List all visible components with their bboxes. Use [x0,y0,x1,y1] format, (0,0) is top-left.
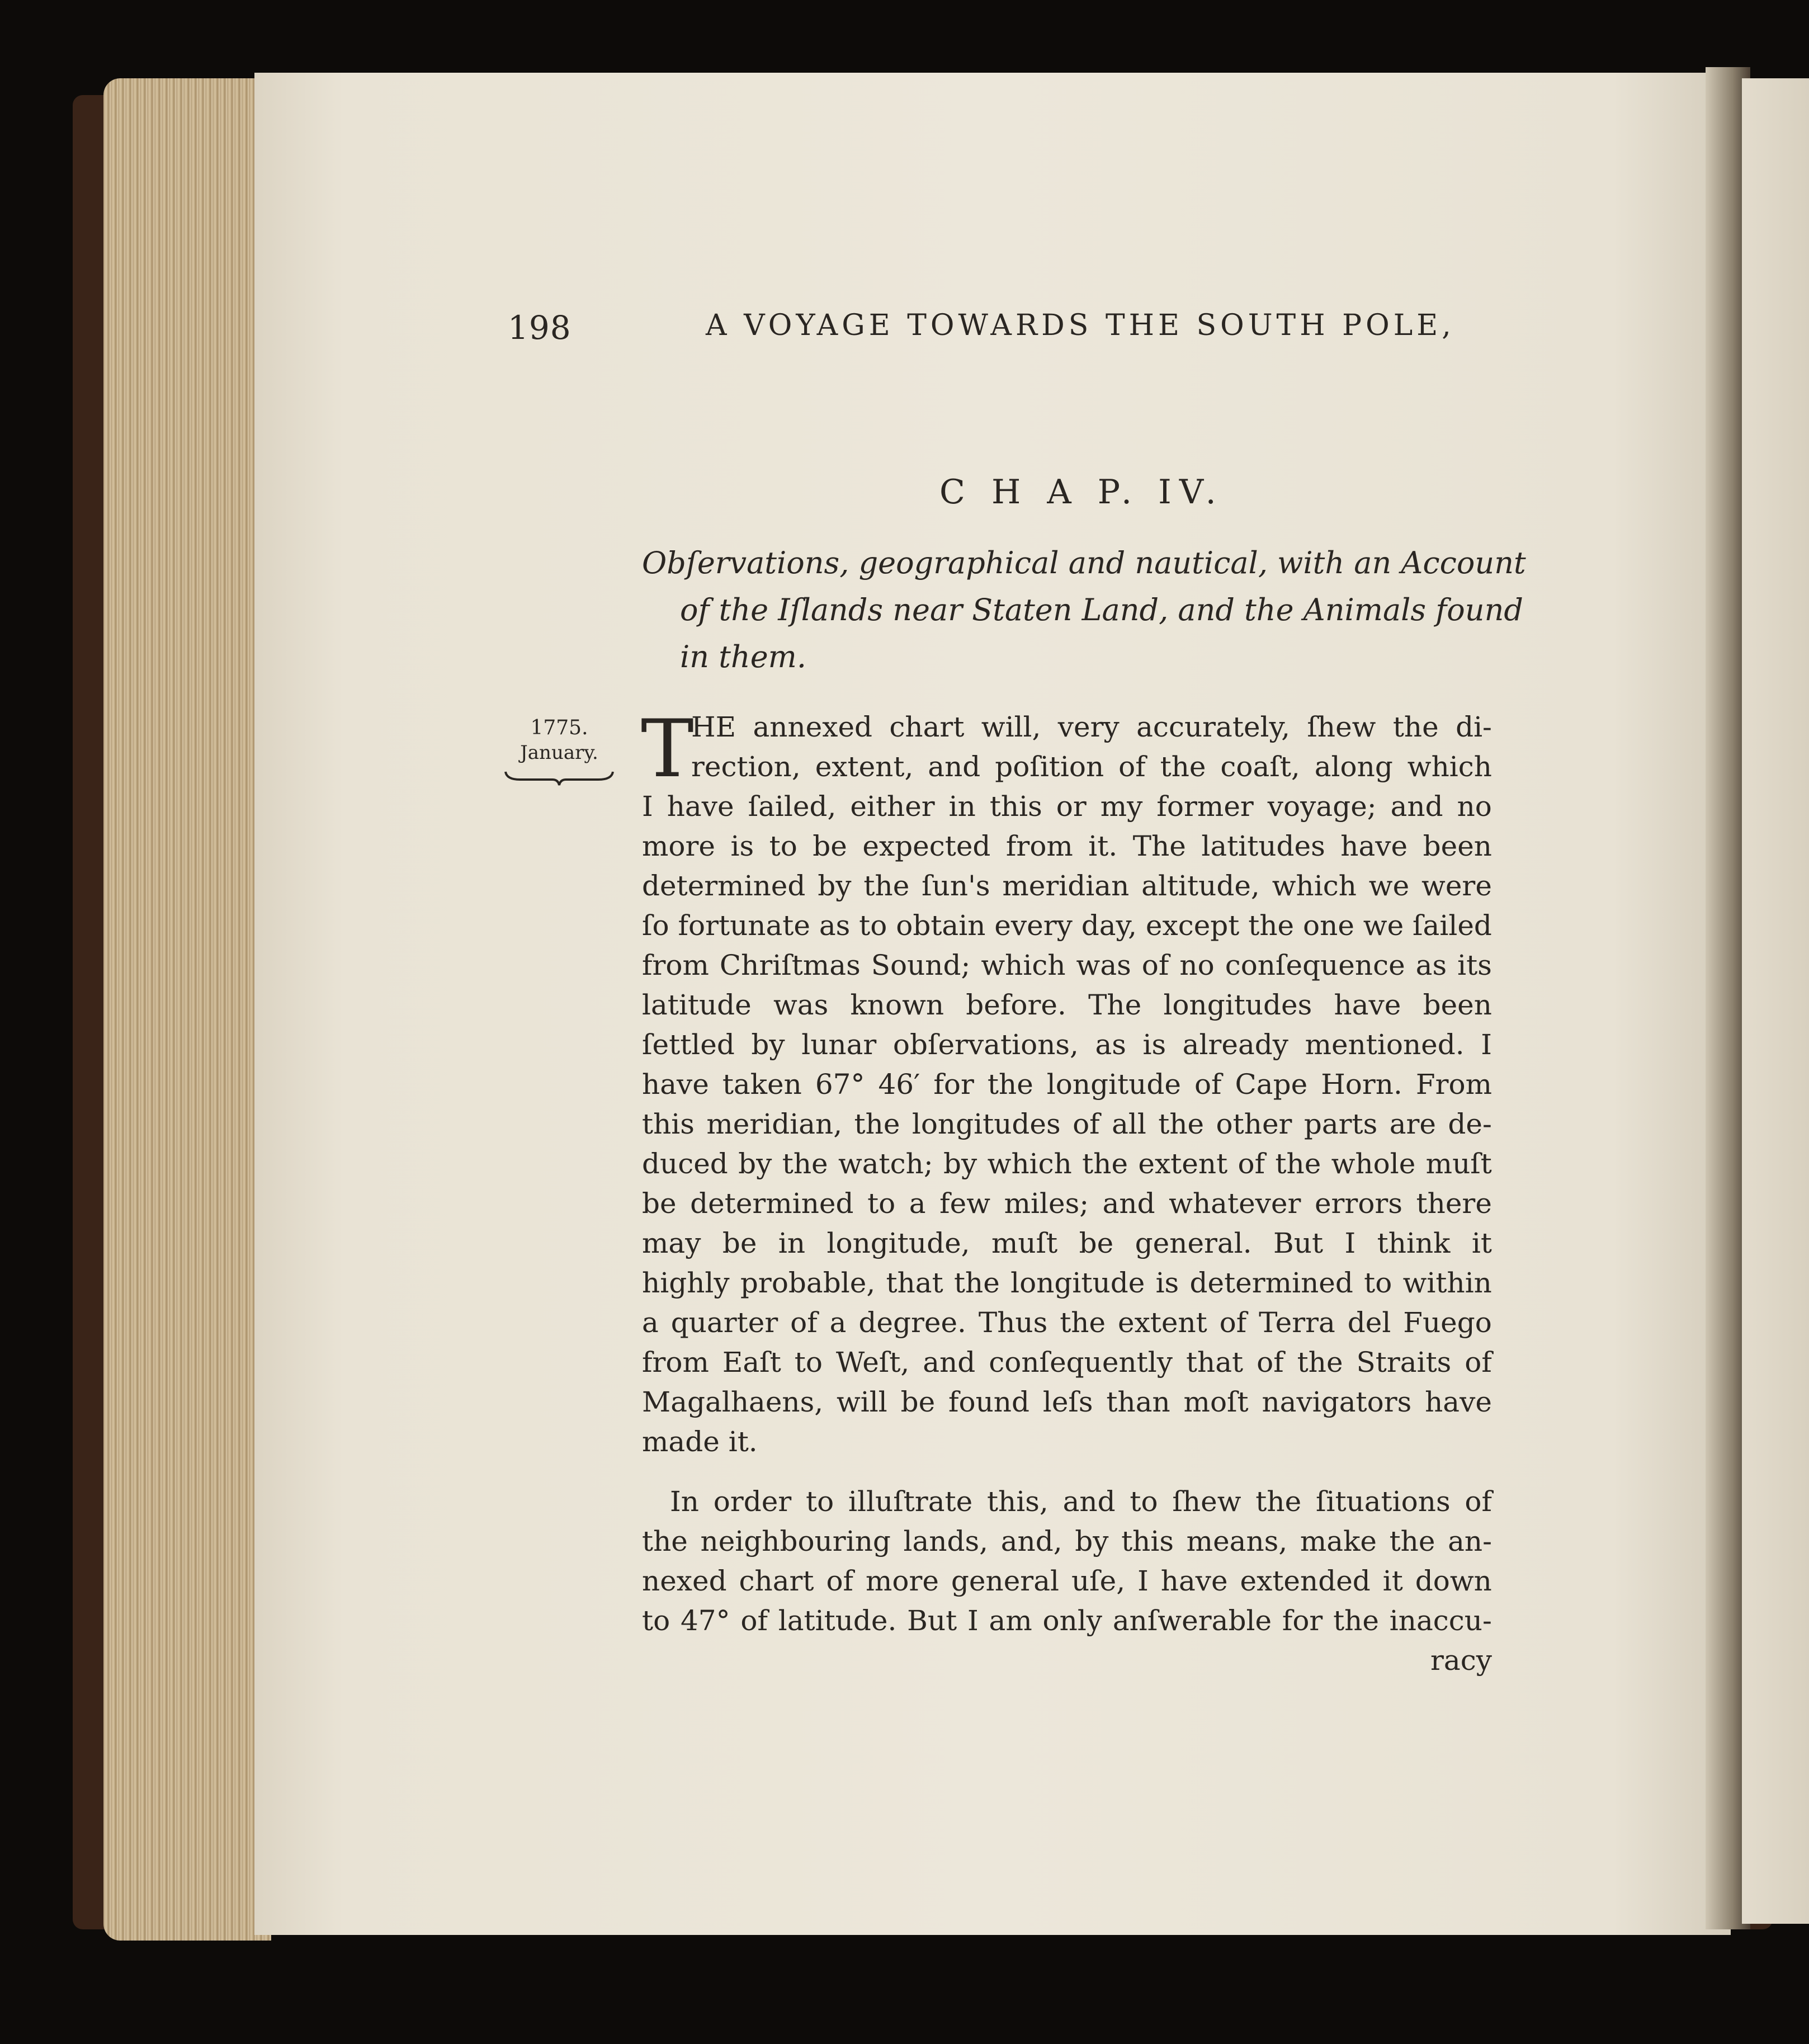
word: as [1415,949,1447,981]
word: HE [691,711,736,743]
word: except [1145,909,1240,942]
word: is [1142,1028,1166,1061]
subtitle-line: of the Iſlands near Staten Land, and the Animals found [680,592,1523,627]
text-line [642,1382,1492,1422]
word: within [1402,1267,1492,1299]
word: 67° [815,1068,865,1101]
word: have [667,790,734,823]
word: from [1005,830,1073,862]
text-line [642,1065,1492,1104]
word: the [1389,1525,1435,1557]
word: degree. [858,1306,966,1339]
word: latitude. [778,1604,897,1637]
word: the [1158,1108,1205,1140]
text-line [642,866,1492,906]
word: the [1248,909,1295,942]
word: from [642,1346,709,1379]
word: down [1415,1565,1492,1597]
subtitle-line: in them. [680,639,807,674]
word: parts [1303,1108,1378,1140]
word: and [1390,790,1443,823]
facing-page-edge [1742,78,1809,1924]
word: make [1300,1525,1377,1557]
word: Horn. [1321,1068,1402,1101]
word: was [1076,949,1131,981]
word: been [1423,989,1492,1021]
word: every [994,909,1073,942]
catchword: racy [1430,1644,1492,1677]
text-line [642,827,1492,866]
margin-date-note [503,716,615,786]
word: inaccu- [1389,1604,1492,1637]
word: along [1314,750,1393,783]
word: determined [690,1187,854,1220]
word: we [1363,909,1404,942]
text-line [642,707,1492,747]
word: this, [986,1485,1048,1518]
word: be [642,1187,677,1220]
word: which [981,949,1066,981]
word: was [773,989,829,1021]
word: already [1182,1028,1289,1061]
word: very [1057,711,1120,743]
word: an- [1448,1525,1492,1557]
word: this [1121,1525,1174,1557]
word: in [948,790,976,823]
word: be [813,830,847,862]
word: general [951,1565,1060,1597]
word: longitude [1046,1068,1181,1101]
word: been [1423,830,1492,862]
text-line [642,946,1492,985]
word: of [1194,1068,1222,1101]
word: only [1042,1604,1103,1637]
word: by [738,1148,772,1180]
word: this [989,790,1042,823]
word: it [1471,1227,1492,1259]
word: the [1060,1306,1106,1339]
word: for [933,1068,974,1101]
word: general. [1135,1227,1252,1259]
word: it. [1088,830,1118,862]
text-line [642,1025,1492,1065]
word: I [967,1604,979,1637]
word: all [1112,1108,1146,1140]
word: longitudes [911,1108,1061,1140]
word: Chriſtmas [719,949,861,981]
word: extent [1138,1148,1228,1180]
text-line [642,1144,1492,1184]
word: muſt [1425,1148,1492,1180]
word: The [1088,989,1142,1021]
text-line [642,1303,1492,1343]
word: to [642,1604,670,1637]
word: to [859,909,887,942]
paragraph-1 [641,703,1492,1462]
word: ſailed, [748,790,837,823]
chapter-title: C H A P. IV. [939,473,1224,512]
word: conſequently [989,1346,1173,1379]
word: be [900,1386,936,1418]
word: and, [1000,1525,1062,1557]
word: day, [1081,909,1137,942]
word: is [730,830,754,862]
text-line [642,787,1492,827]
running-title: A VOYAGE TOWARDS THE SOUTH POLE, [706,309,1455,342]
word: From [1415,1068,1492,1101]
page-number: 198 [508,309,571,347]
word: by [1075,1525,1109,1557]
drop-cap: T [641,703,694,795]
word: expected [862,830,991,862]
word: ſituations [1315,1485,1451,1518]
word: than [1106,1386,1170,1418]
word: lunar [801,1028,877,1061]
word: the [1392,711,1439,743]
word: one [1303,909,1354,942]
word: have [1160,1565,1228,1597]
margin-month: January. [520,742,598,764]
word: of [1257,1346,1284,1379]
word: as [819,909,851,942]
word: highly [642,1267,730,1299]
word: watch; [838,1148,933,1180]
word: coaſt, [1220,750,1300,783]
word: of [1465,1346,1492,1379]
word: before. [966,989,1066,1021]
word: of [1118,750,1146,783]
word: The [1132,830,1186,862]
word: di- [1456,711,1492,743]
word: the [1297,1346,1343,1379]
word: navigators [1262,1386,1412,1418]
word: obtain [896,909,986,942]
word: ſun's [922,870,990,902]
word: the [642,1525,688,1557]
word: whatever [1169,1187,1301,1220]
word: errors [1314,1187,1402,1220]
word: meridian [1002,870,1130,902]
word: Sound; [871,949,971,981]
word: de- [1448,1108,1492,1140]
word: ſailed [1413,909,1492,942]
word: uſe, [1071,1565,1126,1597]
word: either [850,790,935,823]
word: of [1073,1108,1100,1140]
text-line [642,1601,1492,1641]
word: Straits [1356,1346,1452,1379]
word: by [818,870,852,902]
word: accurately, [1136,711,1291,743]
word: the [987,1068,1033,1101]
word: which [987,1148,1072,1180]
word: a [829,1306,847,1339]
word: del [1347,1306,1391,1339]
word: Cape [1235,1068,1308,1101]
word: ſettled [642,1028,735,1061]
word: am [989,1604,1032,1637]
text-line [642,1561,1492,1601]
word: nexed [642,1565,727,1597]
word: longitude, [826,1227,970,1259]
word: of [1219,1306,1247,1339]
word: meridian, [706,1108,843,1140]
word: But [907,1604,957,1637]
word: former [1156,790,1254,823]
word: and [1102,1187,1155,1220]
word: whole [1331,1148,1416,1180]
word: latitudes [1201,830,1325,862]
word: and [923,1346,976,1379]
word: be [722,1227,757,1259]
word: have [642,1068,709,1101]
word: other [1216,1108,1292,1140]
word: the [1255,1485,1302,1518]
word: conſequence [1225,949,1405,981]
word: that [886,1267,943,1299]
word: no [1457,790,1492,823]
word: I [1344,1227,1356,1259]
word: for [1282,1604,1323,1637]
word: are [1389,1108,1437,1140]
word: we [1368,870,1410,902]
word: the [1275,1148,1321,1180]
word: a [642,1306,659,1339]
word: of [826,1565,854,1597]
word: longitude [1010,1267,1145,1299]
word: quarter [670,1306,778,1339]
text-line [642,1263,1492,1303]
word: to [769,830,797,862]
word: from [642,949,709,981]
word: latitude [642,989,752,1021]
text-line [642,1522,1492,1561]
word: extended [1240,1565,1371,1597]
word: known [850,989,944,1021]
word: determined [1189,1267,1353,1299]
text-line [642,1184,1492,1224]
word: be [1079,1227,1114,1259]
word: or [1056,790,1087,823]
word: there [1416,1187,1492,1220]
paragraph-gap [642,1462,1492,1482]
word: muſt [991,1227,1058,1259]
word: to [794,1346,823,1379]
text-line [642,747,1492,787]
text-line [642,1224,1492,1263]
word: chart [889,711,965,743]
word: fortunate [678,909,810,942]
word: lands, [903,1525,989,1557]
word: by [943,1148,977,1180]
chapter-subtitle [642,540,1526,681]
word: moſt [1183,1386,1249,1418]
word: will, [981,711,1041,743]
word: ſhew [1172,1485,1241,1518]
text-line [642,1482,1492,1522]
word: taken [722,1068,802,1101]
margin-year: 1775. [530,716,588,739]
word: duced [642,1148,728,1180]
word: Weſt, [835,1346,910,1379]
text-line: made it. [642,1425,758,1458]
word: to [1364,1267,1392,1299]
word: few [939,1187,991,1220]
word: to [1130,1485,1158,1518]
word: annexed [753,711,873,743]
word: which [1407,750,1492,783]
word: obſervations, [892,1028,1079,1061]
word: to [806,1485,834,1518]
word: and [1062,1485,1116,1518]
word: ſo [642,909,669,942]
word: will [836,1386,887,1418]
subtitle-line: Obſervations, geographical and nautical, with an Account [642,545,1526,580]
word: in [778,1227,806,1259]
word: found [948,1386,1030,1418]
word: voyage; [1267,790,1377,823]
word: of [1238,1148,1265,1180]
word: Eaſt [722,1346,781,1379]
word: Magalhaens, [642,1386,824,1418]
word: I [1137,1565,1149,1597]
word: of [740,1604,768,1637]
word: may [642,1227,701,1259]
word: miles; [1004,1187,1089,1220]
word: no [1179,949,1215,981]
word: I [1481,1028,1492,1061]
word: rection, [691,750,801,783]
word: 47° [680,1604,730,1637]
word: But [1273,1227,1324,1259]
word: extent, [815,750,914,783]
word: illuſtrate [848,1485,973,1518]
word: chart [739,1565,814,1597]
word: as [1095,1028,1126,1061]
text-line [642,1104,1492,1144]
word: the [782,1148,828,1180]
word: determined [642,870,806,902]
word: have [1340,830,1408,862]
word: the [1333,1604,1379,1637]
word: the [953,1267,1000,1299]
word: In [670,1485,699,1518]
word: altitude, [1141,870,1260,902]
word: Terra [1259,1306,1335,1339]
word: of [1465,1485,1492,1518]
word: a [909,1187,926,1220]
word: mentioned. [1305,1028,1465,1061]
word: were [1421,870,1492,902]
word: means, [1186,1525,1288,1557]
word: have [1334,989,1401,1021]
word: longitudes [1163,989,1312,1021]
text-line [642,1343,1492,1382]
word: more [642,830,716,862]
word: to [867,1187,896,1220]
word: 46′ [878,1068,920,1101]
word: have [1425,1386,1492,1418]
word: the [1082,1148,1128,1180]
word: which [1272,870,1357,902]
word: of [1141,949,1169,981]
brace-icon [503,770,615,786]
body-text [641,703,1492,1680]
text-line [642,906,1492,946]
word: think [1377,1227,1451,1259]
word: this [642,1108,695,1140]
word: by [751,1028,785,1061]
word: anſwerable [1112,1604,1272,1637]
word: Fuego [1403,1306,1492,1339]
word: and [928,750,981,783]
word: neighbouring [700,1525,891,1557]
word: the [1160,750,1206,783]
word: leſs [1042,1386,1093,1418]
word: my [1100,790,1143,823]
word: order [713,1485,792,1518]
word: poſition [995,750,1104,783]
word: is [1155,1267,1179,1299]
page-edges [103,78,271,1941]
word: that [1185,1346,1244,1379]
word: of [790,1306,818,1339]
word: extent [1117,1306,1207,1339]
word: ſhew [1307,711,1376,743]
word: it [1382,1565,1403,1597]
word: the [863,870,910,902]
word: the [854,1108,900,1140]
word: more [865,1565,939,1597]
word: probable, [740,1267,876,1299]
paragraph-2 [642,1482,1492,1641]
word: Thus [978,1306,1048,1339]
word: I [642,790,653,823]
word: its [1457,949,1492,981]
text-line [642,985,1492,1025]
